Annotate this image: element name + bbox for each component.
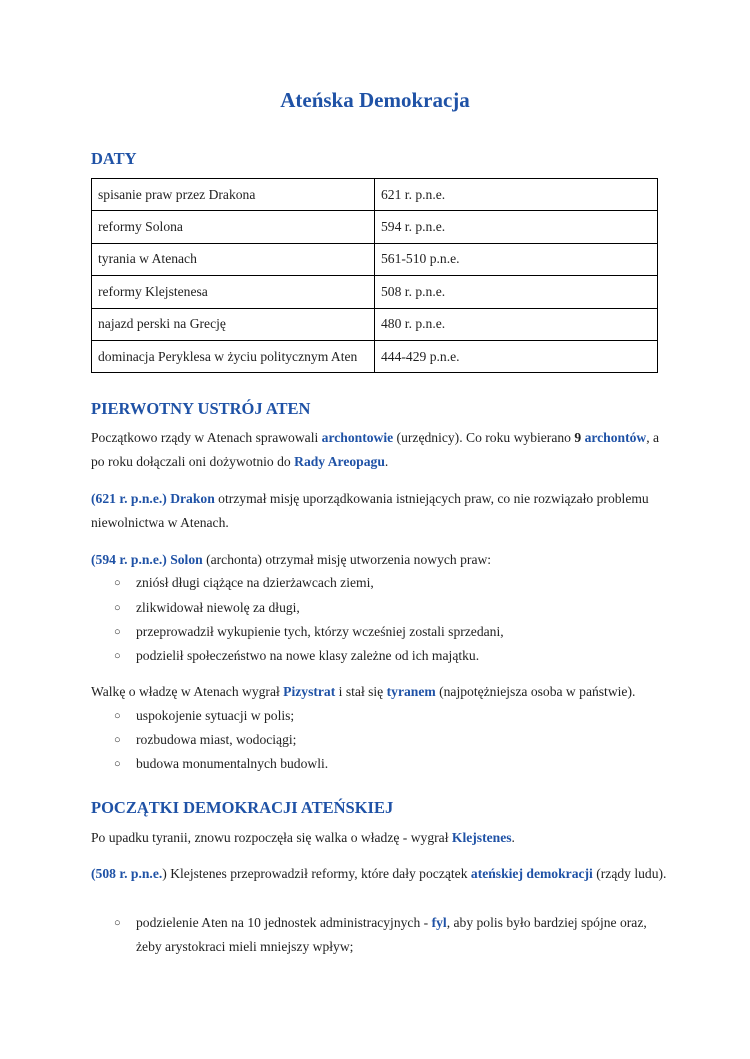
bullet-circle-icon: ○ — [114, 710, 121, 722]
text-span: Walkę o władzę w Atenach wygrał — [91, 684, 284, 699]
list-item-text: zlikwidował niewolę za długi, — [136, 600, 300, 615]
list-item-text: przeprowadził wykupienie tych, którzy wcześniej zostali sprzedani, — [136, 624, 504, 639]
list-item — [114, 911, 674, 959]
paragraph-solon — [91, 548, 671, 572]
term-tyran: tyranem — [386, 684, 436, 699]
document-title: Ateńska Demokracja — [280, 88, 470, 112]
date-594: (594 r. p.n.e.) — [91, 552, 167, 567]
term-drakon: Drakon — [170, 491, 215, 506]
list-item — [114, 704, 674, 728]
list-item — [114, 752, 674, 776]
text-span: otrzymał misję uporządkowania istniejących praw, co nie rozwiązało problemu niewolnictwa w Atenach. — [91, 491, 649, 530]
event-cell: dominacja Peryklesa w życiu politycznym Aten — [92, 340, 375, 372]
text-span: . — [384, 454, 389, 469]
table-row — [92, 276, 658, 308]
bullet-circle-icon: ○ — [114, 650, 121, 662]
paragraph-reformy-klejstenesa — [91, 862, 671, 886]
bullet-circle-icon: ○ — [114, 758, 121, 770]
paragraph-drakon — [91, 487, 671, 535]
heading-pierwotny-ustroj: PIERWOTNY USTRÓJ ATEN — [91, 399, 311, 418]
text-span: (urzędnicy). Co roku wybierano — [393, 430, 575, 445]
heading-daty: DATY — [91, 149, 137, 168]
heading-poczatki-demokracji: POCZĄTKI DEMOKRACJI ATEŃSKIEJ — [91, 798, 394, 817]
text-span: Po upadku tyranii, znowu rozpoczęła się walka o władzę - wygrał — [91, 830, 452, 845]
term-rada-areopagu: Rady Areopagu — [294, 454, 385, 469]
paragraph-pizystrat — [91, 680, 671, 704]
paragraph-archontowie — [91, 426, 671, 474]
event-cell: reformy Klejstenesa — [92, 276, 375, 308]
list-item — [114, 620, 674, 644]
text-span: (rządy ludu). — [592, 866, 667, 881]
event-cell: tyrania w Atenach — [92, 243, 375, 275]
text-span: ) Klejstenes przeprowadził reformy, które dały początek — [162, 866, 471, 881]
paren-open: ( — [91, 866, 96, 881]
text-span: i stał się — [335, 684, 387, 699]
date-cell: 480 r. p.n.e. — [375, 308, 658, 340]
term-solon: Solon — [170, 552, 203, 567]
bullet-circle-icon: ○ — [114, 626, 121, 638]
list-item-text: uspokojenie sytuacji w polis; — [136, 708, 295, 723]
text-span: , a po roku dołączali oni dożywotnio do — [91, 430, 660, 469]
date-508: 508 r. p.n.e. — [95, 866, 163, 881]
date-cell: 444-429 p.n.e. — [375, 340, 658, 372]
date-cell: 508 r. p.n.e. — [375, 276, 658, 308]
term-fyl: fyl — [431, 915, 447, 930]
list-item-text — [114, 911, 674, 959]
table-row — [92, 308, 658, 340]
bullet-circle-icon: ○ — [114, 734, 121, 746]
text-span: . — [511, 830, 515, 845]
paragraph-klejstenes — [91, 826, 671, 850]
event-cell: reformy Solona — [92, 211, 375, 243]
dates-table — [91, 178, 658, 373]
term-archontow: archontów — [584, 430, 647, 445]
term-klejstenes: Klejstenes — [451, 830, 512, 845]
bullet-circle-icon: ○ — [114, 602, 121, 614]
date-cell: 594 r. p.n.e. — [375, 211, 658, 243]
list-item — [114, 644, 674, 668]
text-span: (najpotężniejsza osoba w państwie). — [435, 684, 636, 699]
term-archontowie: archontowie — [321, 430, 394, 445]
text-span: podzielenie Aten na 10 jednostek administracyjnych - — [136, 915, 432, 930]
event-cell: spisanie praw przez Drakona — [92, 179, 375, 211]
list-item-text: rozbudowa miast, wodociągi; — [136, 732, 297, 747]
bullet-circle-icon: ○ — [114, 917, 121, 929]
text-span: Początkowo rządy w Atenach sprawowali — [91, 430, 322, 445]
date-cell: 621 r. p.n.e. — [375, 179, 658, 211]
bullet-circle-icon: ○ — [114, 577, 121, 589]
list-item — [114, 571, 674, 595]
table-row — [92, 211, 658, 243]
table-row — [92, 340, 658, 372]
date-621: (621 r. p.n.e.) — [91, 491, 167, 506]
text-span: , aby polis było bardziej spójne oraz, żeby arystokraci mieli mniejszy wpływ; — [136, 915, 647, 954]
list-item — [114, 596, 674, 620]
number-9: 9 — [574, 430, 582, 445]
date-cell: 561-510 p.n.e. — [375, 243, 658, 275]
list-item-text: podzielił społeczeństwo na nowe klasy zależne od ich majątku. — [136, 648, 480, 663]
table-row — [92, 179, 658, 211]
text-span: (archonta) otrzymał misję utworzenia nowych praw: — [202, 552, 492, 567]
term-pizystrat: Pizystrat — [283, 684, 336, 699]
list-item — [114, 728, 674, 752]
term-atenska-demokracja: ateńskiej demokracji — [470, 866, 593, 881]
list-item-text: budowa monumentalnych budowli. — [136, 756, 329, 771]
event-cell: najazd perski na Grecję — [92, 308, 375, 340]
table-row — [92, 243, 658, 275]
list-item-text: zniósł długi ciążące na dzierżawcach ziemi, — [136, 575, 374, 590]
